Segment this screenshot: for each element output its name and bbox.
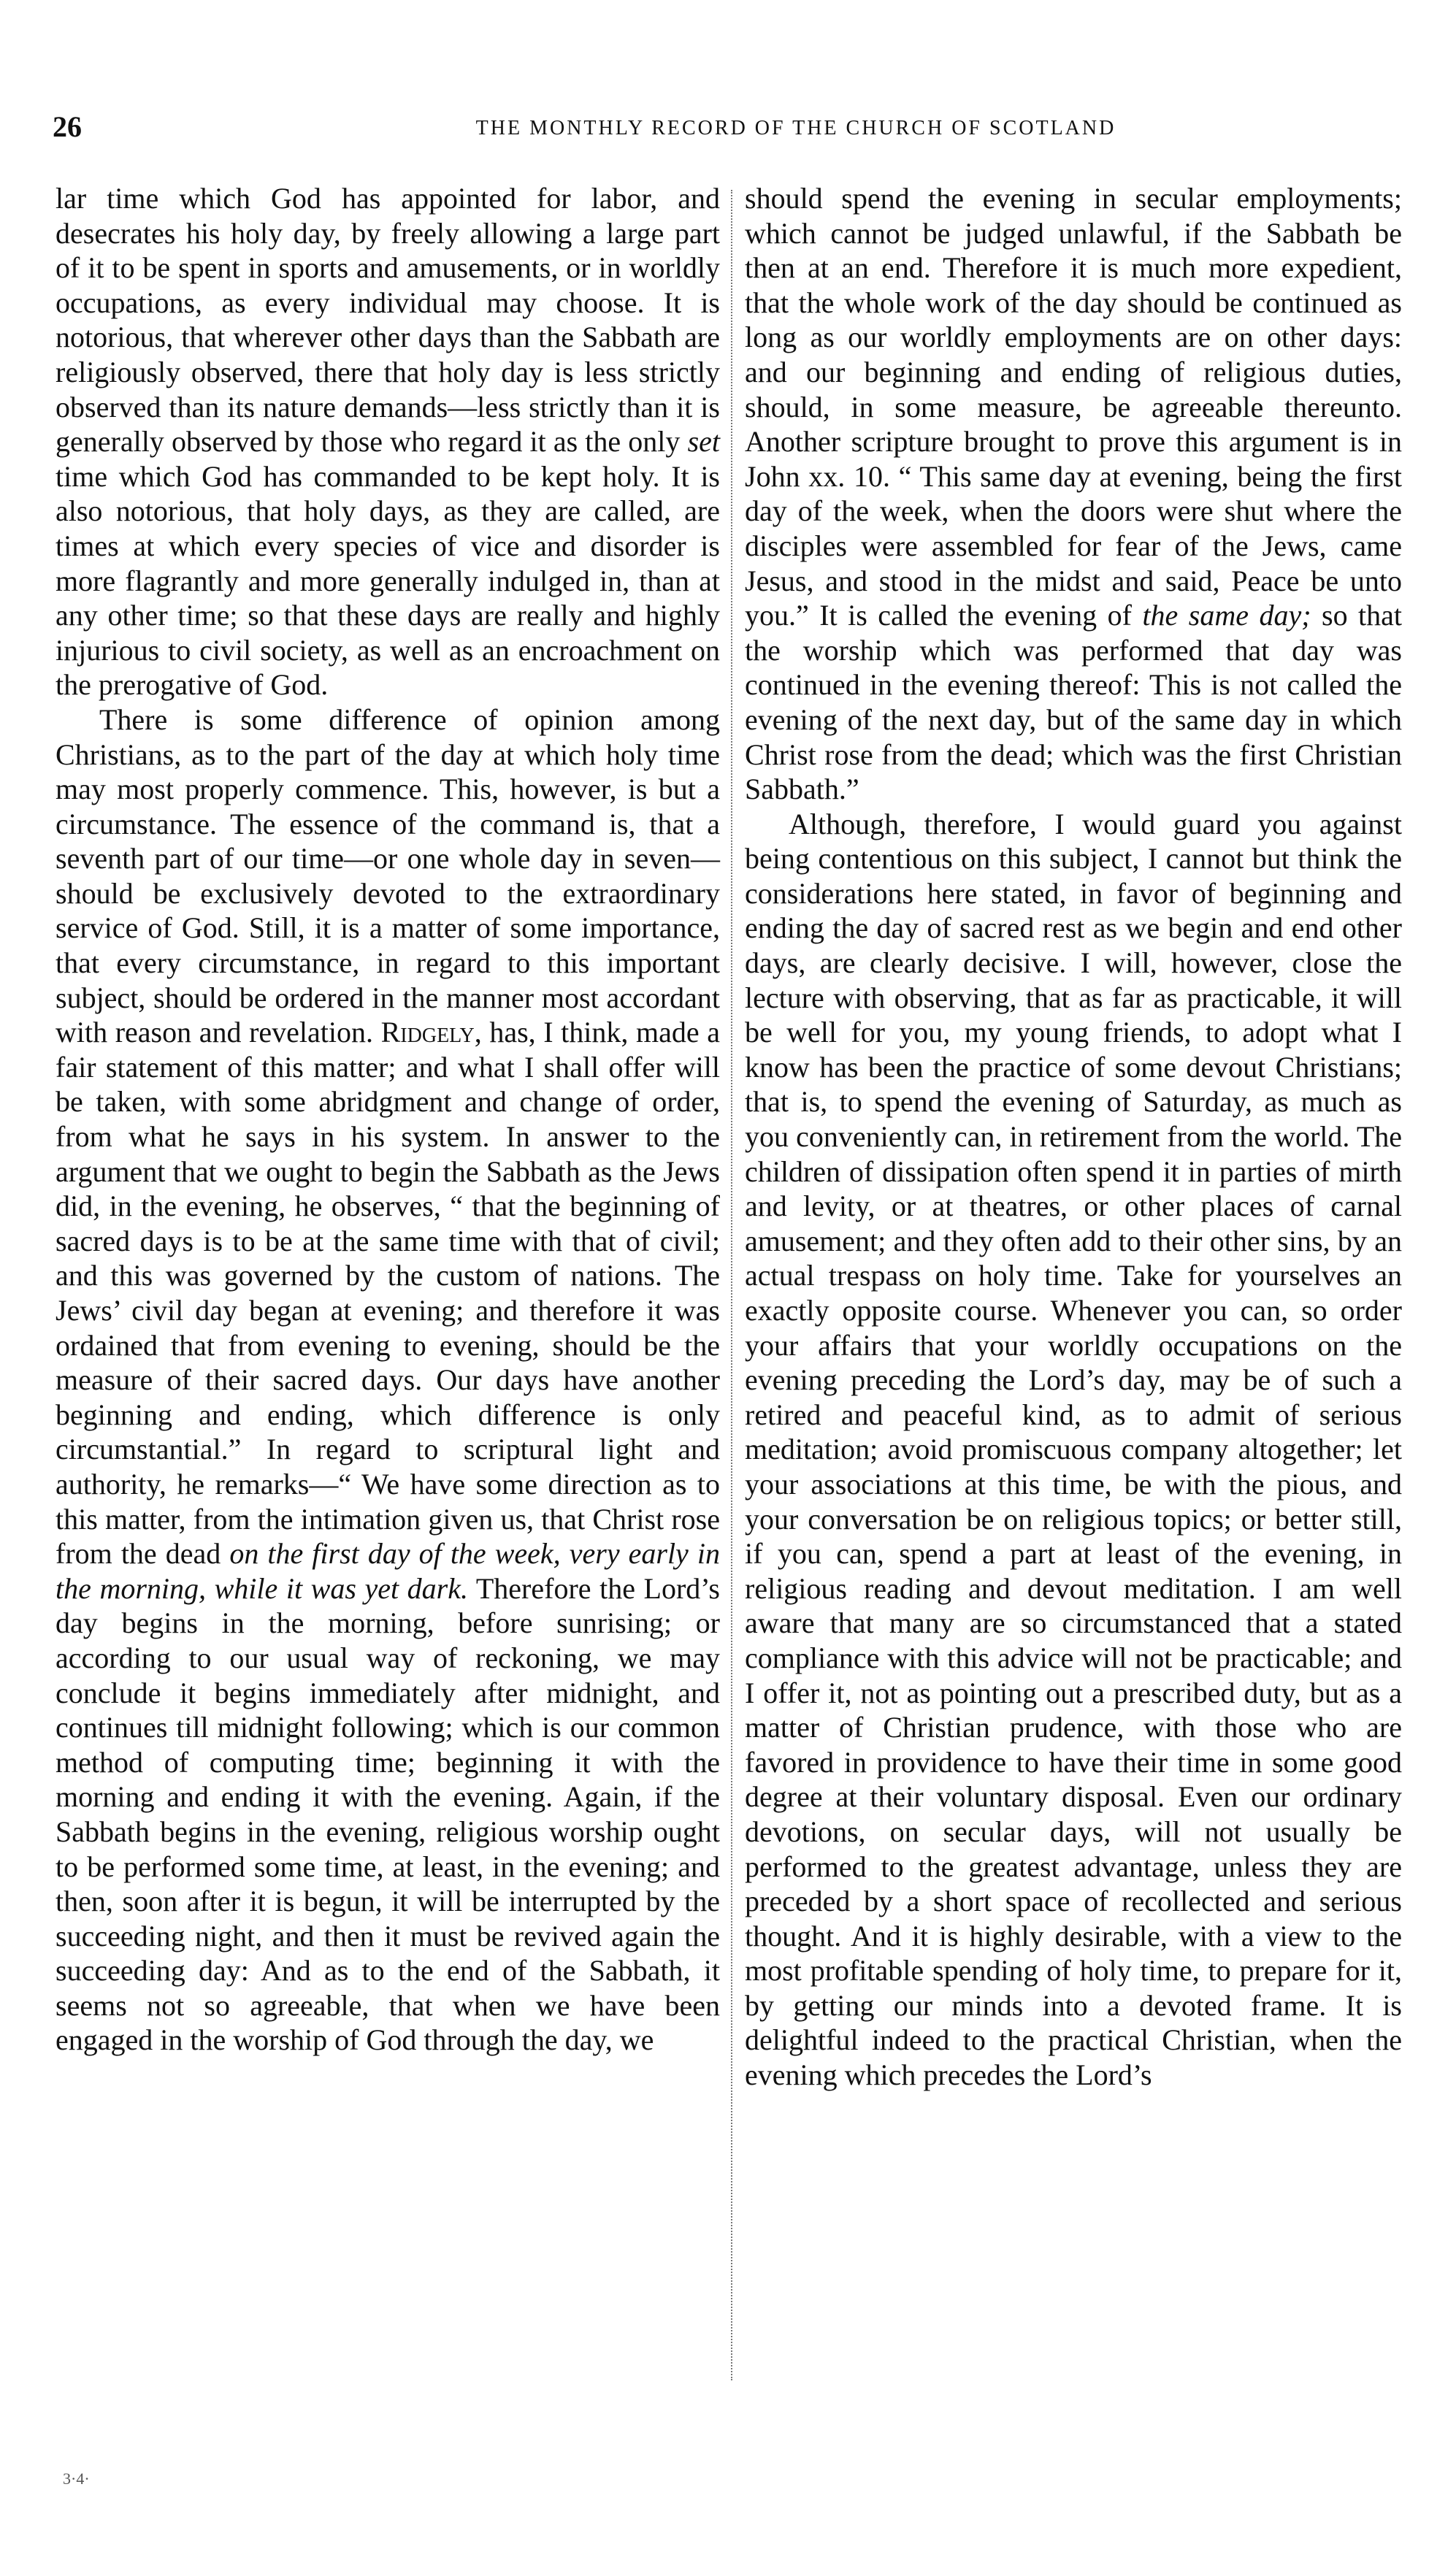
right-paragraph-1 xyxy=(745,181,1402,807)
running-head: THE MONTHLY RECORD OF THE CHURCH OF SCOTLAND xyxy=(475,117,1116,139)
emphasis: the same day; xyxy=(1142,599,1311,632)
left-column xyxy=(55,181,720,2058)
text-run: should spend the evening in secular employments; which cannot be judged unlawful, if the Sabbath be then at an end. Therefore it is much more expedient, that the whole work of the day should be continued as long as our worldly employments are on other days: and our beginning and ending of religious duties, should, in some measure, be agreeable thereunto. Another scripture brought to prove this argument is in John xx. 10. “ This same day at evening, being the first day of the week, when the doors were shut where the disciples were assembled for fear of the Jews, came Jesus, and stood in the midst and said, Peace be unto you.” It is called the evening of xyxy=(745,182,1402,632)
right-paragraph-2 xyxy=(745,807,1402,2093)
left-paragraph-1 xyxy=(55,181,720,702)
text-run: There is some difference of opinion among Christians, as to the part of the day at which holy time may most properly commence. This, however, is but a circumstance. The essence of the command is, that a seventh part of our time—or one whole day in seven—should be exclusively devoted to the extraordinary service of God. Still, it is a matter of some importance, that every circumstance, in regard to this important subject, should be ordered in the manner most accordant with reason and revelation. xyxy=(55,702,720,1049)
author-name: Ridgely, xyxy=(380,1016,482,1049)
column-divider xyxy=(731,190,732,2380)
page-number: 26 xyxy=(53,110,82,143)
text-run: Therefore the Lord’s day begins in the morning, before sunrising; or according to our usual way of reckoning, we may conclude it begins immediately after midnight, and continues till midnight following; which is our common method of computing time; beginning it with the morning and ending it with the evening. Again, if the Sabbath begins in the evening, religious worship ought to be performed some time, at least, in the evening; and then, soon after it is begun, it will be interrupted by the succeeding night, and then it must be revived again the succeeding day: And as to the end of the Sabbath, it seems not so agreeable, that when we have been engaged in the worship of God through the day, we xyxy=(55,1571,720,2057)
text-run: has, I think, made a fair statement of this matter; and what I shall offer will be taken, with some abridgment and change of order, from what he says in his system. In answer to the argument that we ought to begin the Sabbath as the Jews did, in the evening, he observes, “ that the beginning of sacred days is to be at the same time with that of civil; and this was governed by the custom of nations. The Jews’ civil day began at evening; and therefore it was ordained that from evening to evening, should be the measure of their sacred days. Our days have another beginning and ending, which difference is only circumstantial.” In regard to scriptural light and authority, he remarks—“ We have some direction as to this matter, from the intimation given us, that Christ rose from the dead xyxy=(55,1016,720,1571)
left-paragraph-2 xyxy=(55,702,720,2058)
footer-mark: 3·4· xyxy=(63,2469,90,2488)
right-column xyxy=(745,181,1402,2093)
emphasis: on the first day of the week, very early in the morning, while it was yet dark. xyxy=(55,1537,720,1605)
text-run: so that the worship which was performed that day was continued in the evening thereof: This is not called the evening of the next day, but of the same day in which Christ rose from the dead; which was the first Christian Sabbath.” xyxy=(745,599,1403,806)
text-run: lar time which God has appointed for labor, and desecrates his holy day, by freely allowing a large part of it to be spent in sports and amusements, or in worldly occupations, as every individual may choose. It is notorious, that wherever other days than the Sabbath are religiously observed, there that holy day is less strictly observed than its nature demands—less strictly than it is generally observed by those who regard it as the only xyxy=(55,182,720,459)
text-run: Although, therefore, I would guard you against being contentious on this subject, I cannot but think the considerations here stated, in favor of beginning and ending the day of sacred rest as we begin and end other days, are clearly decisive. I will, however, close the lecture with observing, that as far as practicable, it will be well for you, my young friends, to adopt what I know has been the practice of some devout Christians; that is, to spend the evening of Saturday, as much as you conveniently can, in retirement from the world. The children of dissipation often spend it in parties of mirth and levity, or at theatres, or other places of carnal amusement; and they often add to their other sins, by an actual trespass on holy time. Take for yourselves an exactly opposite course. Whenever you can, so order your affairs that your worldly occupations on the evening preceding the Lord’s day, may be of such a retired and peaceful kind, as to admit of serious meditation; avoid promiscuous company altogether; let your associations at this time, be with the pious, and your conversation be on religious topics; or better still, if you can, spend a part at least of the evening, in religious reading and devout meditation. I am well aware that many are so circumstanced that a stated compliance with this advice will not be practicable; and I offer it, not as pointing out a prescribed duty, but as a matter of Christian prudence, with those who are favored in providence to have their time in some good degree at their voluntary disposal. Even our ordinary devotions, on secular days, will not usually be performed to the greatest advantage, unless they are preceded by a short space of recollected and serious thought. And it is highly desirable, with a view to the most profitable spending of holy time, to prepare for it, by getting our minds into a devoted frame. It is delightful indeed to the practical Christian, when the evening which precedes the Lord’s xyxy=(745,807,1402,2092)
emphasis: set xyxy=(687,425,721,459)
text-run: time which God has commanded to be kept holy. It is also notorious, that holy days, as they are called, are times at which every species of vice and disorder is more flagrantly and more generally indulged in, than at any other time; so that these days are really and highly injurious to civil society, as well as an encroachment on the prerogative of God. xyxy=(55,459,720,702)
